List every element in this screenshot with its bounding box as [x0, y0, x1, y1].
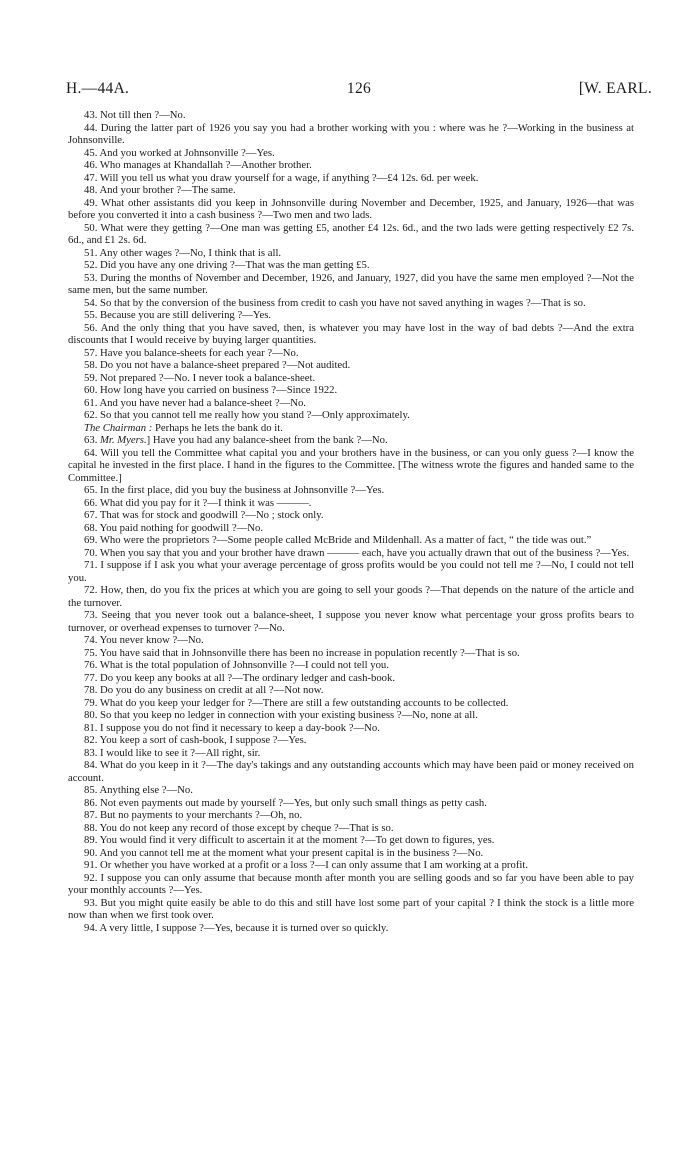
- question-84: 84. What do you keep in it ?—The day's takings and any outstanding accounts which may have been paid or money received on account.: [68, 759, 634, 784]
- question-71: 71. I suppose if I ask you what your average percentage of gross profits would be you could not tell me ?—No, I could not tell you.: [68, 559, 634, 584]
- question-62: 62. So that you cannot tell me really how you stand ?—Only approximately.: [84, 409, 410, 421]
- question-73: 73. Seeing that you never took out a balance-sheet, I suppose you never know what percentage your gross profits bears to turnover, or overhead expenses to turnover ?—No.: [68, 609, 634, 634]
- question-76: 76. What is the total population of Johnsonville ?—I could not tell you.: [84, 659, 389, 671]
- question-49: 49. What other assistants did you keep in Johnsonville during November and December, 1925, and January, 1926—that was before you converted it into a cash business ?—Two men and two lads.: [68, 196, 634, 221]
- question-70: 70. When you say that you and your brother have drawn ——— each, have you actually drawn that out of the business ?—Yes.: [84, 546, 630, 559]
- question-66: 66. What did you pay for it ?—I think it was ———.: [84, 496, 312, 509]
- question-93: 93. But you might quite easily be able to do this and still have lost some part of your capital ? I think the stock is a little more now than when we first took over.: [68, 896, 634, 921]
- question-55: 55. Because you are still delivering ?—Yes.: [84, 309, 272, 321]
- page-number: 126: [346, 80, 372, 97]
- question-79: 79. What do you keep your ledger for ?—There are still a few outstanding accounts to be collected.: [84, 696, 509, 709]
- question-64: 64. Will you tell the Committee what capital you and your brothers have in the business, or can you only guess ?—I know the capital he invested in the first place. I hand in the figures to the Committee. [The witness wrote the figures and handed same to the Committee.]: [68, 446, 634, 484]
- question-59: 59. Not prepared ?—No. I never took a balance-sheet.: [84, 371, 316, 384]
- question-57: 57. Have you balance-sheets for each year ?—No.: [84, 346, 299, 359]
- question-77: 77. Do you keep any books at all ?—The ordinary ledger and cash-book.: [84, 671, 396, 684]
- question-51: 51. Any other wages ?—No, I think that is all.: [84, 246, 282, 259]
- evidence-body: [68, 109, 634, 934]
- question-48: 48. And your brother ?—The same.: [84, 184, 236, 196]
- question-94: 94. A very little, I suppose ?—Yes, because it is turned over so quickly.: [84, 921, 389, 934]
- question-63: 63. Mr. Myers.] Have you had any balance-sheet from the bank ?—No.: [84, 434, 388, 446]
- question-88: 88. You do not keep any record of those except by cheque ?—That is so.: [84, 821, 394, 834]
- question-52: 52. Did you have any one driving ?—That was the man getting £5.: [84, 259, 370, 271]
- chairman-text: Perhaps he lets the bank do it.: [152, 421, 283, 434]
- question-81: 81. I suppose you do not find it necessary to keep a day-book ?—No.: [84, 721, 380, 734]
- page-header: [66, 80, 652, 102]
- question-65: 65. In the first place, did you buy the business at Johnsonville ?—Yes.: [84, 484, 385, 496]
- question-85: 85. Anything else ?—No.: [84, 784, 193, 796]
- question-69: 69. Who were the proprietors ?—Some people called McBride and Mildenhall. As a matter of fact, “ the tide was out.”: [84, 534, 592, 546]
- question-72: 72. How, then, do you fix the prices at which you are going to sell your goods ?—That depends on the nature of the article and the turnover.: [68, 584, 634, 609]
- chairman-remark: [68, 422, 634, 435]
- question-89: 89. You would find it very difficult to ascertain it at the moment ?—To get down to figures, yes.: [84, 834, 495, 846]
- question-54: 54. So that by the conversion of the business from credit to cash you have not saved anything in wages ?—That is so.: [84, 296, 586, 309]
- speaker-mr-myers: Mr. Myers.: [100, 434, 147, 446]
- question-44: 44. During the latter part of 1926 you say you had a brother working with you : where was he ?—Working in the business at Johnsonville.: [68, 121, 634, 146]
- question-78: 78. Do you do any business on credit at all ?—Not now.: [84, 684, 324, 696]
- question-91: 91. Or whether you have worked at a profit or a loss ?—I can only assume that I am working at a profit.: [84, 859, 528, 871]
- report-reference: H.—44A.: [66, 80, 130, 97]
- question-92: 92. I suppose you can only assume that because month after month you are selling goods and so far you have been able to pay your monthly accounts ?—Yes.: [68, 871, 634, 896]
- question-68: 68. You paid nothing for goodwill ?—No.: [84, 521, 264, 534]
- question-82: 82. You keep a sort of cash-book, I suppose ?—Yes.: [84, 734, 307, 746]
- question-45: 45. And you worked at Johnsonville ?—Yes.: [84, 146, 275, 159]
- question-47: 47. Will you tell us what you draw yourself for a wage, if anything ?—£4 12s. 6d. per week.: [84, 171, 479, 184]
- witness-name: [W. EARL.: [578, 80, 652, 97]
- question-83: 83. I would like to see it ?—All right, sir.: [84, 746, 261, 759]
- question-43: 43. Not till then ?—No.: [84, 109, 186, 121]
- question-56: 56. And the only thing that you have saved, then, is whatever you may have lost in the way of bad debts ?—And the extra discounts that I would receive by buying larger quantities.: [68, 321, 634, 346]
- chairman-speaker: The Chairman :: [84, 421, 153, 434]
- question-46: 46. Who manages at Khandallah ?—Another brother.: [84, 159, 312, 171]
- question-86: 86. Not even payments out made by yourself ?—Yes, but only such small things as petty cash.: [84, 796, 487, 809]
- question-67: 67. That was for stock and goodwill ?—No ; stock only.: [84, 509, 324, 521]
- question-60: 60. How long have you carried on business ?—Since 1922.: [84, 384, 338, 396]
- question-58: 58. Do you not have a balance-sheet prepared ?—Not audited.: [84, 359, 351, 371]
- question-50: 50. What were they getting ?—One man was getting £5, another £4 12s. 6d., and the two lads were getting respectively £2 7s. 6d., and £1 2s. 6d.: [68, 221, 634, 246]
- question-75: 75. You have said that in Johnsonville there has been no increase in population recently ?—That is so.: [84, 646, 520, 659]
- question-80: 80. So that you keep no ledger in connection with your existing business ?—No, none at all.: [84, 709, 478, 721]
- question-53: 53. During the months of November and December, 1926, and January, 1927, did you have the same men employed ?—Not the same men, but the same number.: [68, 271, 634, 296]
- question-90: 90. And you cannot tell me at the moment what your present capital is in the business ?—No.: [84, 846, 484, 859]
- question-74: 74. You never know ?—No.: [84, 634, 204, 646]
- question-87: 87. But no payments to your merchants ?—Oh, no.: [84, 809, 303, 821]
- question-61: 61. And you have never had a balance-sheet ?—No.: [84, 396, 306, 409]
